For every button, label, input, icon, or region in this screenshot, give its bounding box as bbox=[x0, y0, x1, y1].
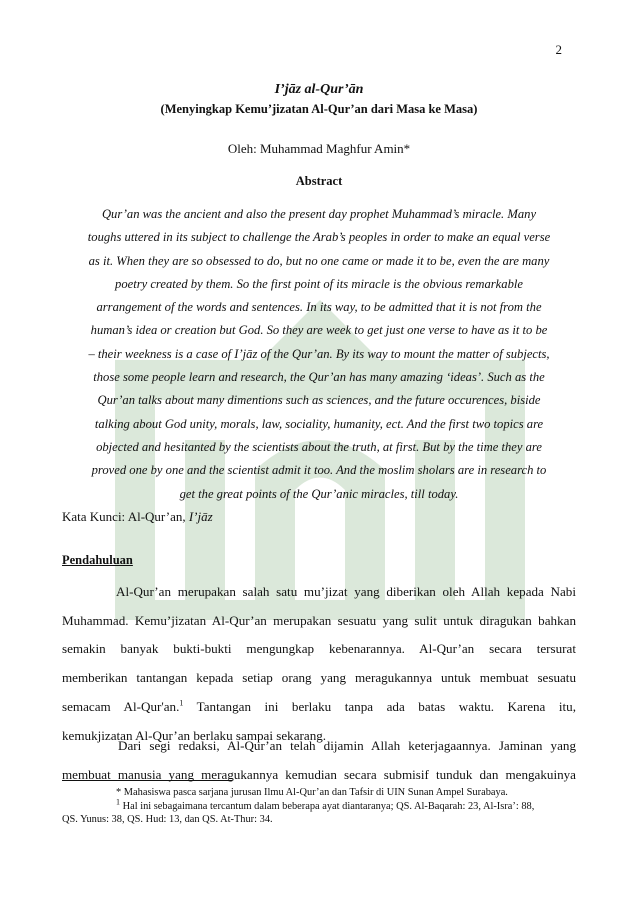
footnote-divider bbox=[62, 780, 232, 781]
paragraph-line: kemukjizatan Al-Qur’an berlaku sampai sekarang. bbox=[62, 727, 327, 743]
abstract-line: talking about God unity, morals, law, sociality, humanity, ect. And the first two topics are bbox=[94, 416, 544, 431]
abstract-line: those some people learn and research, the Qur’an has many amazing ‘ideas’. Such as the bbox=[93, 370, 545, 385]
footnote-mark: 1 bbox=[116, 797, 120, 807]
abstract-line: human’s idea or creation but God. So they are week to get just one verse to have as it to be bbox=[90, 323, 548, 338]
paragraph-line: Al-Qur’an merupakan salah satu mu’jizat yang diberikan oleh Allah kepada Nabi bbox=[116, 584, 576, 599]
paragraph-line: semakin banyak bukti-bukti mengungkap kebenarannya. Al-Qur’an secara tersurat bbox=[62, 641, 576, 657]
abstract-heading: Abstract bbox=[295, 174, 343, 188]
paragraph-line: semacam Al-Qur'an.$^1$ Tantangan ini berlaku tanpa ada batas waktu. Karena itu, bbox=[62, 698, 576, 714]
abstract-line: Qur’an was the ancient and also the present day prophet Muhammad’s miracle. Many bbox=[101, 207, 537, 221]
page-number: 2 bbox=[555, 42, 562, 57]
footnote-1: $^1$ Hal ini sebagaimana tercantum dalam beberapa ayat diantaranya; QS. Al-Baqarah: 23, Al-Isra’: 88, bbox=[116, 797, 535, 812]
paragraph-line: memberikan tantangan kepada setiap orang yang meragukannya untuk membuat sesuatu bbox=[62, 670, 576, 686]
abstract-line: – their weekness is a case of I’jāz of the Qur’an. By its way to mount the matter of subjects, bbox=[88, 346, 550, 361]
footnote-1-continuation: QS. Yunus: 38, QS. Hud: 13, dan QS. At-Thur: 34. bbox=[62, 814, 273, 826]
footnotes bbox=[62, 786, 576, 827]
abstract-line: arrangement of the words and sentences. In its way, to be admitted that it is not from the bbox=[96, 300, 542, 315]
paper-subtitle: (Menyingkap Kemu’jizatan Al-Qur’an dari Masa ke Masa) bbox=[160, 102, 478, 116]
paragraph-line: Muhammad. Kemu’jizatan Al-Qur’an merupakan sesuatu yang sulit untuk diragukan bahkan bbox=[62, 612, 576, 628]
paragraph-line: Dari segi redaksi, Al-Qur’an telah dijamin Allah keterjagaannya. Jaminan yang bbox=[118, 738, 576, 753]
introduction-paragraph-1 bbox=[62, 578, 576, 750]
keywords-label: Kata Kunci: Al-Qur’an, bbox=[62, 509, 186, 524]
paragraph-line: membuat manusia yang meragukannya kemudian secara submisif tunduk dan mengakuinya bbox=[62, 766, 576, 782]
abstract-line: toughs uttered in its subject to challenge the Arab’s peoples in order to make an equal verse bbox=[87, 230, 551, 245]
author-line: Oleh: Muhammad Maghfur Amin* bbox=[227, 141, 411, 156]
footnote-author: * Mahasiswa pasca sarjana jurusan Ilmu Al-Qur’an dan Tafsir di UIN Sunan Ampel Surabaya. bbox=[116, 787, 508, 798]
keywords-term: I’jāz bbox=[188, 509, 213, 524]
keywords-line bbox=[62, 509, 213, 525]
abstract-line: poetry created by them. So the first point of its miracle is the obvious remarkable bbox=[115, 276, 523, 291]
abstract-line: Qur’an talks about many dimentions such as sciences, and the future occurences, biside bbox=[97, 393, 541, 408]
abstract-line: as it. When they are so obsessed to do, but no one came or made it to be, even the are many bbox=[88, 253, 550, 268]
footnote-reference[interactable]: 1 bbox=[179, 698, 184, 708]
abstract-line: get the great points of the Qur’anic miracles, till today. bbox=[179, 486, 459, 501]
section-heading: Pendahuluan bbox=[62, 553, 133, 567]
paper-title: I’jāz al-Qur’ān bbox=[274, 82, 364, 97]
abstract-body bbox=[62, 203, 576, 506]
abstract-line: objected and hesitanted by the scientists about the truth, at first. But by the time they are bbox=[96, 439, 542, 454]
abstract-line: proved one by one and the scientist admit it too. And the moslim sholars are in research to bbox=[91, 463, 547, 478]
